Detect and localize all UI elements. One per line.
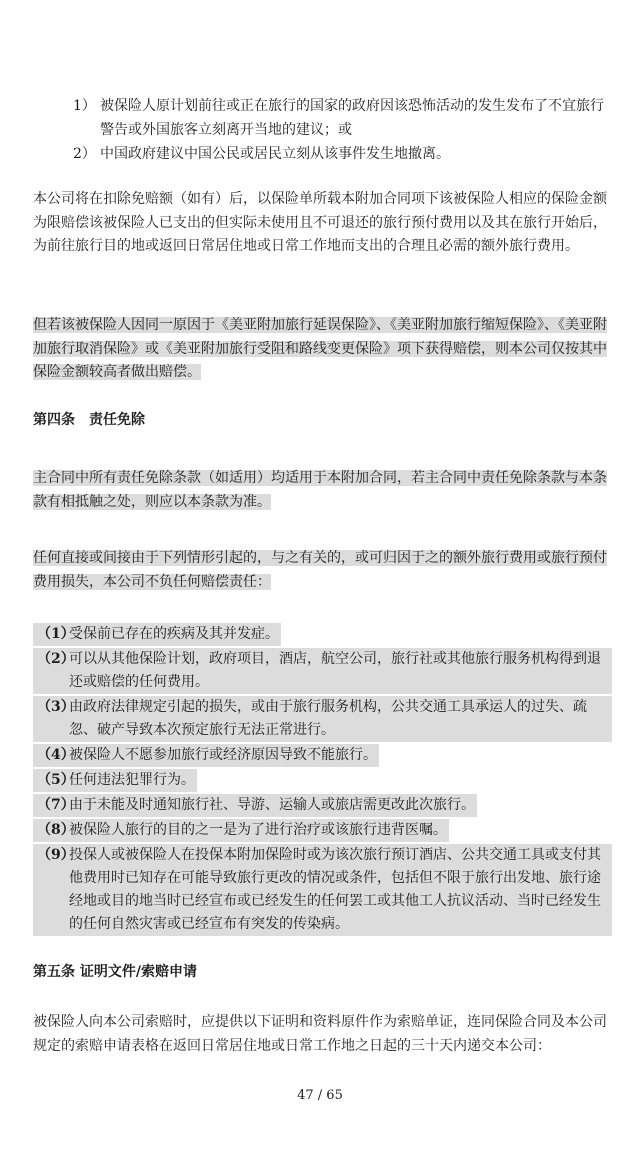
section-heading-5: 第五条 证明文件/索赔申请 bbox=[33, 964, 197, 980]
exclusion-number: （8） bbox=[37, 822, 75, 838]
exclusion-item bbox=[33, 623, 281, 646]
exclusion-number: （9） bbox=[37, 847, 75, 863]
exclusion-item bbox=[33, 819, 449, 842]
exclusion-number: （1） bbox=[37, 626, 75, 642]
item-text: 中国政府建议中国公民或居民立刻从该事件发生地撤离。 bbox=[100, 146, 450, 162]
exclusion-item bbox=[33, 696, 612, 742]
exclusion-text: 被保险人不愿参加旅行或经济原因导致不能旅行。 bbox=[69, 747, 377, 763]
exclusion-text: 受保前已存在的疾病及其并发症。 bbox=[69, 626, 279, 642]
reimbursement-paragraph: 本公司将在扣除免赔额（如有）后，以保险单所载本附加合同项下该被保险人相应的保险金额为限赔偿该被保险人已支出的但实际未使用且不可退还的旅行预付费用以及其在旅行开始后，为前往旅行目的地或返回日常居住地或日常工作地而支出的合理且必需的额外旅行费用。 bbox=[33, 191, 607, 254]
condition-list bbox=[73, 95, 613, 168]
exclusion-text: 由于未能及时通知旅行社、导游、运输人或旅店需更改此次旅行。 bbox=[69, 797, 475, 813]
section-heading-4: 第四条 责任免除 bbox=[33, 412, 145, 428]
exclusion-number: （3） bbox=[37, 699, 75, 715]
exclusion-number: （7） bbox=[37, 797, 75, 813]
page-number: 47 / 65 bbox=[297, 1088, 343, 1103]
exclusion-item bbox=[33, 769, 197, 792]
main-contract-text: 主合同中所有责任免除条款（如适用）均适用于本附加合同，若主合同中责任免除条款与本条款有相抵触之处，则应以本条款为准。 bbox=[33, 470, 607, 510]
list-item bbox=[73, 143, 613, 167]
main-contract-paragraph bbox=[33, 467, 607, 514]
exclusion-text: 由政府法律规定引起的损失，或由于旅行服务机构，公共交通工具承运人的过失、疏忽、破产导致本次预定旅行无法正常进行。 bbox=[69, 699, 587, 738]
no-liability-paragraph bbox=[33, 547, 607, 594]
exclusion-item bbox=[33, 744, 379, 767]
exclusion-list bbox=[33, 623, 613, 938]
exclusion-number: （2） bbox=[37, 651, 75, 667]
claim-paragraph: 被保险人向本公司索赔时，应提供以下证明和资料原件作为索赔单证，连同保险合同及本公司规定的索赔申请表格在返回日常居住地或日常工作地之日起的三十天内递交本公司： bbox=[33, 1014, 607, 1054]
list-item bbox=[73, 95, 613, 142]
no-liability-text: 任何直接或间接由于下列情形引起的，与之有关的，或可归因于之的额外旅行费用或旅行预付费用损失，本公司不负任何赔偿责任： bbox=[33, 550, 607, 590]
exclusion-number: （5） bbox=[37, 772, 75, 788]
exclusion-text: 被保险人旅行的目的之一是为了进行治疗或该旅行违背医嘱。 bbox=[69, 822, 447, 838]
exclusion-item bbox=[33, 844, 612, 936]
exclusion-text: 可以从其他保险计划，政府项目，酒店，航空公司，旅行社或其他旅行服务机构得到退还或赔偿的任何费用。 bbox=[69, 651, 601, 690]
exclusion-item bbox=[33, 794, 477, 817]
item-number: 2） bbox=[73, 146, 96, 162]
limit-text: 但若该被保险人因同一原因于《美亚附加旅行延误保险》、《美亚附加旅行缩短保险》、《美亚附加旅行取消保险》或《美亚附加旅行受阻和路线变更保险》项下获得赔偿，则本公司仅按其中保险金额较高者做出赔偿。 bbox=[33, 317, 607, 380]
limit-paragraph bbox=[33, 314, 607, 385]
item-text: 被保险人原计划前往或正在旅行的国家的政府因该恐怖活动的发生发布了不宜旅行警告或外国旅客立刻离开当地的建议；或 bbox=[100, 98, 604, 138]
exclusion-number: （4） bbox=[37, 747, 75, 763]
exclusion-item bbox=[33, 648, 612, 694]
item-number: 1） bbox=[73, 98, 96, 114]
exclusion-text: 任何违法犯罪行为。 bbox=[69, 772, 195, 788]
exclusion-text: 投保人或被保险人在投保本附加保险时或为该次旅行预订酒店、公共交通工具或支付其他费用时已知存在可能导致旅行更改的情况或条件，包括但不限于旅行出发地、旅行途经地或目的地当时已经宣布或已经发生的任何罢工或其他工人抗议活动、当时已经发生的任何自然灾害或已经宣布有突发的传染病。 bbox=[69, 847, 601, 932]
